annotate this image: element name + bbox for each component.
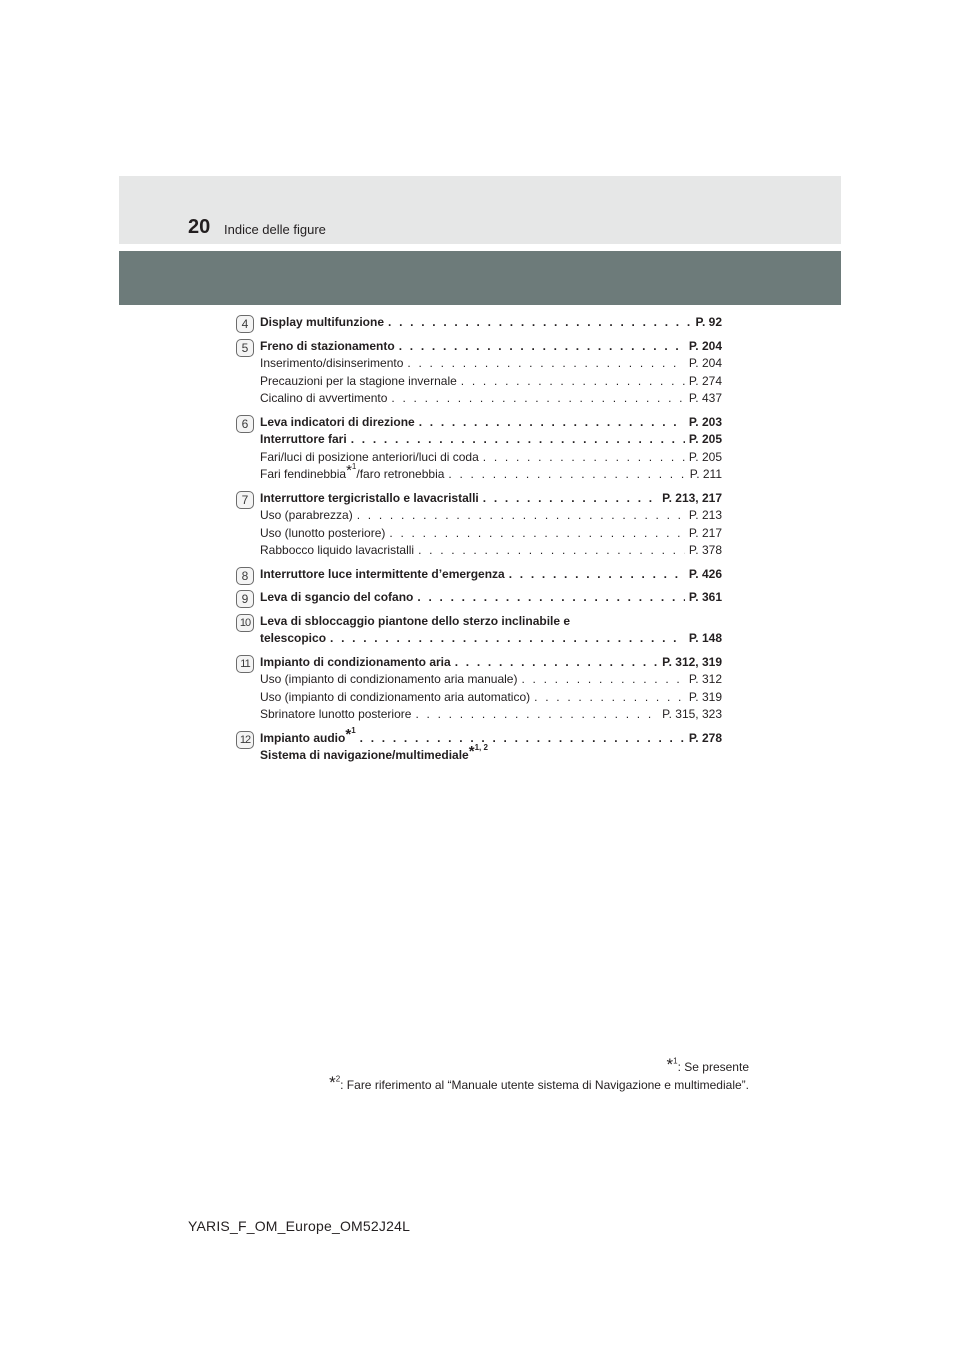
page-reference[interactable]: P. 312 [688,672,722,686]
page-reference[interactable]: P. 205 [688,449,722,464]
page-reference[interactable]: P. 148 [688,631,722,645]
callout-number-badge: 5 [236,339,254,357]
document-code: YARIS_F_OM_Europe_OM52J24L [188,1218,411,1234]
page-reference[interactable]: P. 437 [688,391,722,405]
callout-number-badge: 10 [236,614,254,632]
dot-leader [357,507,685,525]
asterisk-mark: *$^1$ [666,1055,678,1074]
footnote-number: 1 [673,1056,678,1066]
callout-number-badge: 9 [236,590,254,608]
entry-title-line [260,338,722,356]
entry-text: Interruttore tergicristallo e lavacristalli [260,490,479,505]
callout-number-badge: 4 [236,315,254,333]
entry-subitem-line [260,671,722,689]
entry-title-line [260,630,722,648]
entry-subitem-line [260,706,722,724]
entry-title-line [260,589,722,607]
index-entry [236,566,722,584]
dot-leader [330,630,685,648]
entry-subitem-line [260,462,722,484]
asterisk-mark: *$^1$ [345,725,356,743]
dot-leader [417,589,684,607]
dot-leader [351,431,685,449]
entry-subitem-line [260,689,722,707]
dot-leader [388,314,692,332]
entry-text: Uso (impianto di condizionamento aria manuale) [260,672,518,686]
entry-text: Impianto audio*$^1$ [260,725,356,745]
dot-leader [389,525,684,543]
page-reference[interactable]: P. 213 [688,508,722,522]
page-reference[interactable]: P. 426 [688,566,722,581]
index-entry [236,314,722,332]
dot-leader [455,654,658,672]
dot-leader [534,689,685,707]
entry-text: Fari/luci di posizione anteriori/luci di coda [260,449,479,464]
asterisk-mark: *$^{1, 2}$ [468,743,488,760]
entry-text: Sistema di navigazione/multimediale*$^{1, 2}$ [260,743,488,762]
entry-title-line [260,654,722,672]
page-reference[interactable]: P. 315, 323 [662,707,722,721]
entry-title-line [260,566,722,584]
page-reference[interactable]: P. 319 [688,689,722,704]
dot-leader [418,542,685,560]
dot-leader [461,373,685,391]
footnotes [329,1055,749,1094]
dot-leader [521,671,684,689]
page-reference[interactable]: P. 217 [688,525,722,540]
page-reference[interactable]: P. 378 [688,543,722,557]
index-entry [236,490,722,560]
entry-text: Impianto di condizionamento aria [260,654,451,669]
callout-number-badge: 12 [236,731,254,749]
dot-leader [391,390,684,408]
footnote-line: *$^2$: Fare riferimento al “Manuale utente sistema di Navigazione e multimediale”. [329,1073,749,1092]
entry-title-line [260,414,722,432]
entry-title-line [260,431,722,449]
index-entry [236,589,722,607]
footnote-ref: 1 [351,725,356,735]
asterisk-mark: *$^2$ [329,1073,341,1092]
entry-text: Fari fendinebbia*$^1$/faro retronebbia [260,462,445,481]
page-reference[interactable]: P. 213, 217 [662,490,722,505]
entry-subitem-line [260,355,722,373]
entry-text: Uso (impianto di condizionamento aria automatico) [260,689,531,704]
entry-text: Leva di sgancio del cofano [260,590,414,604]
section-title: Indice delle figure [224,222,326,237]
entry-subitem-line [260,390,722,408]
header-dark-band [119,251,841,305]
entry-text: Cicalino di avvertimento [260,391,388,405]
entry-subitem-line [260,449,722,467]
index-entry [236,338,722,408]
dot-leader [360,730,685,748]
entry-text: Interruttore fari [260,432,347,446]
index-entry [236,613,722,648]
dot-leader [509,566,685,584]
index-entry [236,654,722,724]
callout-number-badge: 6 [236,415,254,433]
callout-number-badge: 7 [236,491,254,509]
page-reference[interactable]: P. 92 [695,315,722,329]
index-entry [236,725,722,765]
footnote-number: 2 [335,1074,341,1084]
entry-title-line: Leva di sbloccaggio piantone dello sterzo inclinabile e [260,613,571,628]
page-reference[interactable]: P. 361 [688,590,722,604]
entry-title-line [260,725,722,748]
page-reference[interactable]: P. 205 [688,432,722,446]
entry-title-line [260,314,722,332]
entry-text: Precauzioni per la stagione invernale [260,373,457,388]
entry-subitem-line [260,542,722,560]
entry-text: Uso (parabrezza) [260,508,353,522]
entry-text: Interruttore luce intermittente d’emergenza [260,566,505,581]
entry-text: Inserimento/disinserimento [260,356,404,370]
entry-text: Uso (lunotto posteriore) [260,525,386,540]
page-reference[interactable]: P. 204 [688,338,722,353]
page-reference[interactable]: P. 312, 319 [662,654,722,669]
footnote-line: *$^1$: Se presente [666,1055,749,1074]
figure-index-list [236,314,722,771]
entry-text: Freno di stazionamento [260,338,395,353]
asterisk-mark: *$^1$ [346,462,357,479]
dot-leader [415,706,658,724]
dot-leader [419,414,685,432]
page-reference[interactable]: P. 278 [688,730,722,745]
dot-leader [483,449,685,467]
page-reference[interactable]: P. 274 [688,373,722,388]
entry-text: Sbrinatore lunotto posteriore [260,707,412,721]
entry-subitem-line [260,507,722,525]
callout-number-badge: 8 [236,567,254,585]
index-entry [236,414,722,484]
footnote-ref: 1, 2 [474,743,488,752]
footnote-ref: 1 [351,462,357,471]
dot-leader [483,490,658,508]
entry-subitem-line [260,373,722,391]
entry-text: Display multifunzione [260,315,385,329]
page-reference[interactable]: P. 204 [688,356,722,370]
entry-title-line [260,490,722,508]
page-reference[interactable]: P. 203 [688,414,722,429]
entry-subitem-line [260,525,722,543]
dot-leader [448,466,685,484]
entry-text: telescopico [260,631,327,645]
dot-leader [399,338,685,356]
callout-number-badge: 11 [236,655,254,673]
page-number: 20 [188,216,211,238]
entry-text: Leva indicatori di direzione [260,414,415,429]
entry-title-line [260,743,722,765]
entry-text: Rabbocco liquido lavacristalli [260,543,415,557]
dot-leader [407,355,684,373]
page-reference[interactable]: P. 211 [689,467,722,481]
